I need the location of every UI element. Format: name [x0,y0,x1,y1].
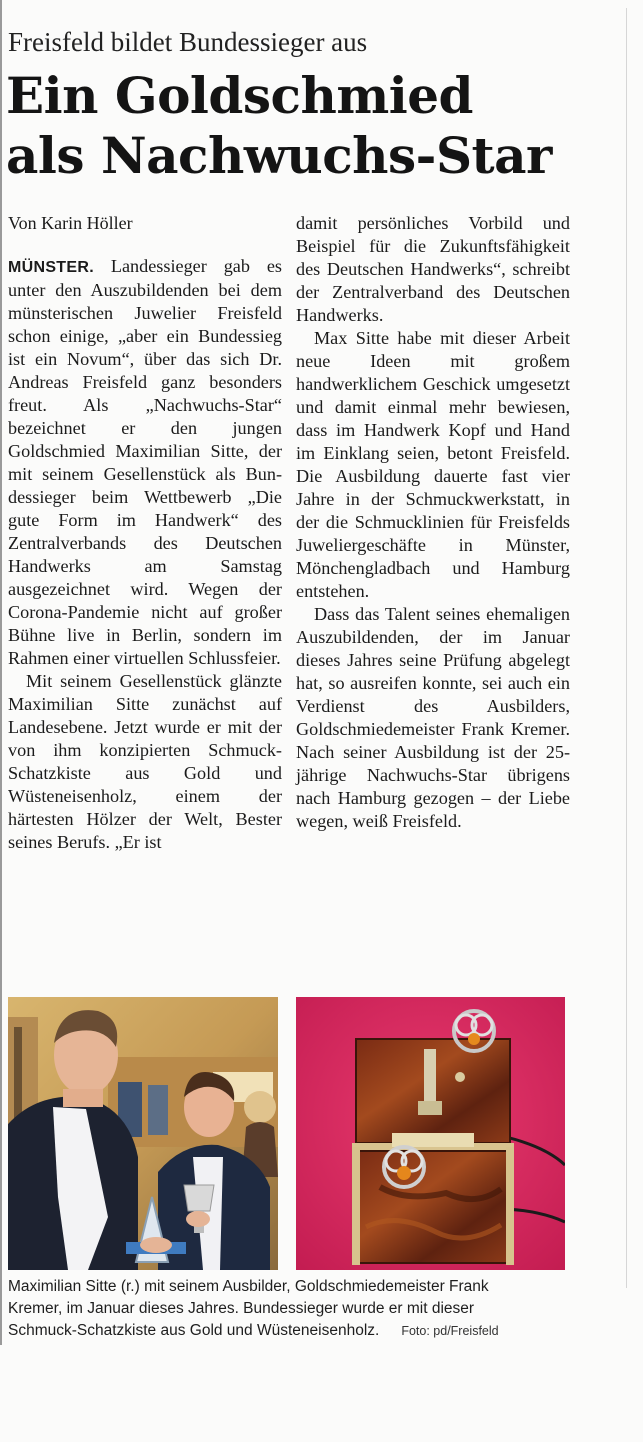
caption-line-1: Maximilian Sitte (r.) mit seinem Ausbilder, Goldschmiedemeister Frank [8,1278,489,1295]
photo-caption [8,1276,568,1342]
caption-line-2: Kremer, im Januar dieses Jahres. Bundessieger wurde er mit dieser [8,1300,475,1317]
photo-award-winners [8,997,278,1270]
paragraph-4: Dass das Talent seines ehemaligen Auszubildenden, der im Januar dieses Jahres seine Prüfung abgelegt hat, so ausreifen konnte, sei auch ein Verdienst des Ausbilders, Goldschmiedemeister Frank Kremer. Nach seiner Ausbildung ist der 25-jährige Nachwuchs-Star übrigens nach Hamburg gezogen – der Liebe wegen, weiß Freisfeld. [296,604,570,831]
right-edge-rule [626,8,627,1288]
text-column-right [296,212,570,833]
photo-credit: Foto: pd/Freisfeld [401,1324,499,1338]
article-headline [6,66,616,186]
text-column-left [8,212,282,854]
article-kicker: Freisfeld bildet Bundessieger aus [8,27,368,57]
caption-line-3 [8,1320,568,1342]
paragraph-1 [8,255,282,670]
headline-line-2: als Nachwuchs-Star [6,126,552,185]
photo-jewelry-chest [296,997,565,1270]
paragraph-1-text: Landessieger gab es unter den Auszubildenden bei dem münsterischen Juwelier Freisfeld schon einige, „aber ein Bundessieg ist ein Novum“, über das sich Dr. Andreas Freisfeld ganz besonders freut. Als „Nachwuchs-Star“ bezeichnet er den jungen Goldschmied Maximilian Sitte, der mit seinem Gesellenstück als Bundessieger beim Wettbewerb „Die gute Form im Handwerk“ des Zentralverbands des Deutschen Handwerks am Samstag ausgezeichnet wird. Wegen der Corona-Pandemie nicht auf großer Bühne live in Berlin, sondern im Rahmen einer virtuellen Schlussfeier. [8,256,282,668]
dateline-city: MÜNSTER. [8,259,94,276]
byline: Von Karin Höller [8,213,133,233]
headline-line-1: Ein Goldschmied [6,66,473,125]
caption-line-3-text: Schmuck-Schatzkiste aus Gold und Wüsteneisenholz. [8,1322,380,1339]
paragraph-2-continued: damit persönliches Vorbild und Beispiel für die Zukunftsfähigkeit des Deutschen Handwerks“, schreibt der Zentralverband des Deutschen Handwerks. [296,213,570,325]
photo-jewelry-chest-image [296,997,565,1270]
paragraph-3: Max Sitte habe mit dieser Arbeit neue Ideen mit großem handwerklichem Geschick umgesetzt und damit einmal mehr bewiesen, dass im Handwerk Kopf und Hand im Einklang seien, betont Freisfeld. Die Ausbildung dauerte fast vier Jahre in der Schmuckwerkstatt, in der die Schmucklinien für Freisfelds Juweliergeschäfte in Münster, Mönchengladbach und Hamburg entstehen. [296,328,570,601]
photo-award-winners-image [8,997,278,1270]
left-column-rule [0,0,2,1345]
paragraph-2: Mit seinem Gesellenstück glänzte Maximilian Sitte zunächst auf Landesebene. Jetzt wurde er mit der von ihm konzipierten Schmuck-Schatzkiste aus Gold und Wüsteneisenholz, einem der härtesten Hölzer der Welt, Bester seines Berufs. „Er ist [8,671,282,852]
